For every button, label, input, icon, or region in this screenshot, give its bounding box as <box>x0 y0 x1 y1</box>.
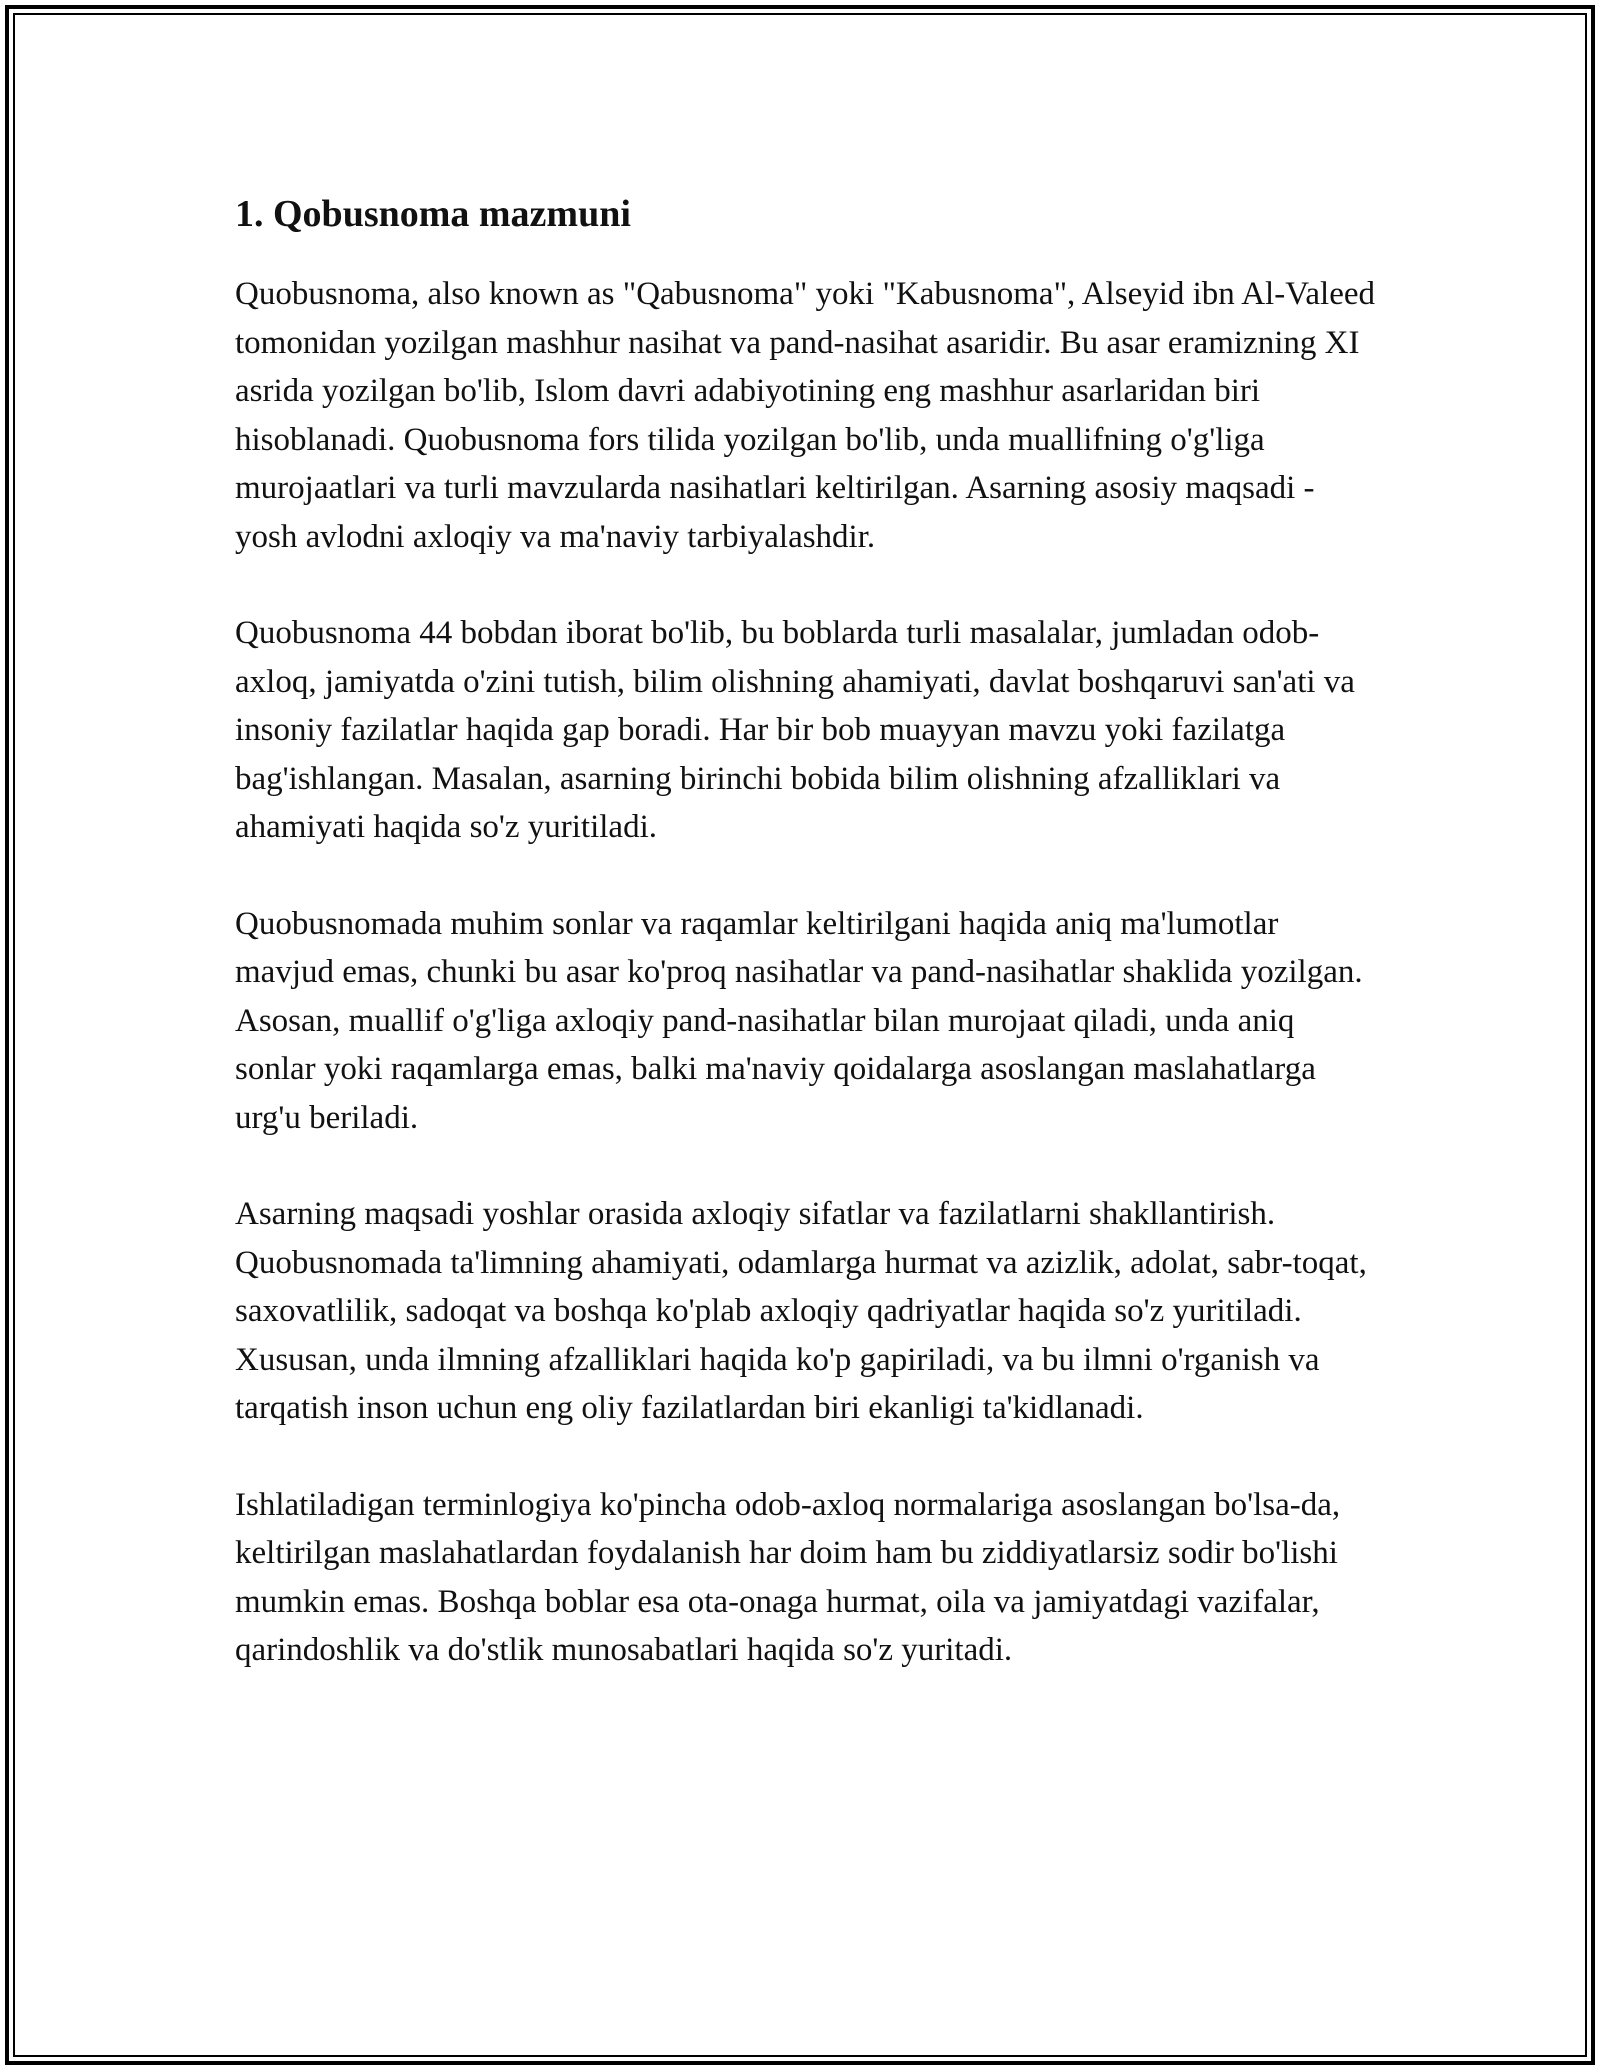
paragraph-3: Quobusnomada muhim sonlar va raqamlar keltirilgani haqida aniq ma'lumotlar mavjud emas, chunki bu asar ko'proq nasihatlar va pand-nasihatlar shaklida yozilgan. Asosan, muallif o'g'liga axloqiy pand-nasihatlar bilan murojaat qiladi, unda aniq sonlar yoki raqamlarga emas, balki ma'naviy qoidalarga asoslangan maslahatlarga urg'u beriladi. <box>235 905 1363 1136</box>
document-body <box>235 188 1375 1723</box>
paragraph-5: Ishlatiladigan terminlogiya ko'pincha odob-axloq normalariga asoslangan bo'lsa-da, keltirilgan maslahatlardan foydalanish har doim ham bu ziddiyatlarsiz sodir bo'lishi mumkin emas. Boshqa boblar esa ota-onaga hurmat, oila va jamiyatdagi vazifalar, qarindoshlik va do'stlik munosabatlari haqida so'z yuritadi. <box>235 1486 1341 1668</box>
paragraph-2: Quobusnoma 44 bobdan iborat bo'lib, bu boblarda turli masalalar, jumladan odob-axloq, jamiyatda o'zini tutish, bilim olishning ahamiyati, davlat boshqaruvi san'ati va insoniy fazilatlar haqida gap boradi. Har bir bob muayyan mavzu yoki fazilatga bag'ishlangan. Masalan, asarning birinchi bobida bilim olishning afzalliklari va ahamiyati haqida so'z yuritiladi. <box>235 615 1355 845</box>
paragraph-1: Quobusnoma, also known as "Qabusnoma" yoki "Kabusnoma", Alseyid ibn Al-Valeed tomonidan yozilgan mashhur nasihat va pand-nasihat asaridir. Bu asar eramizning XI asrida yozilgan bo'lib, Islom davri adabiyotining eng mashhur asarlaridan biri hisoblanadi. Quobusnoma fors tilida yozilgan bo'lib, unda muallifning o'g'liga murojaatlari va turli mavzularda nasihatlari keltirilgan. Asarning asosiy maqsadi - yosh avlodni axloqiy va ma'naviy tarbiyalashdir. <box>235 276 1375 555</box>
section-title: 1. Qobusnoma mazmuni <box>235 193 631 235</box>
paragraph-4: Asarning maqsadi yoshlar orasida axloqiy sifatlar va fazilatlarni shakllantirish. Quobusnomada ta'limning ahamiyati, odamlarga hurmat va azizlik, adolat, sabr-toqat, saxovatlilik, sadoqat va boshqa ko'plab axloqiy qadriyatlar haqida so'z yuritiladi. Xususan, unda ilmning afzalliklari haqida ko'p gapiriladi, va bu ilmni o'rganish va tarqatish inson uchun eng oliy fazilatlardan biri ekanligi ta'kidlanadi. <box>235 1196 1367 1426</box>
